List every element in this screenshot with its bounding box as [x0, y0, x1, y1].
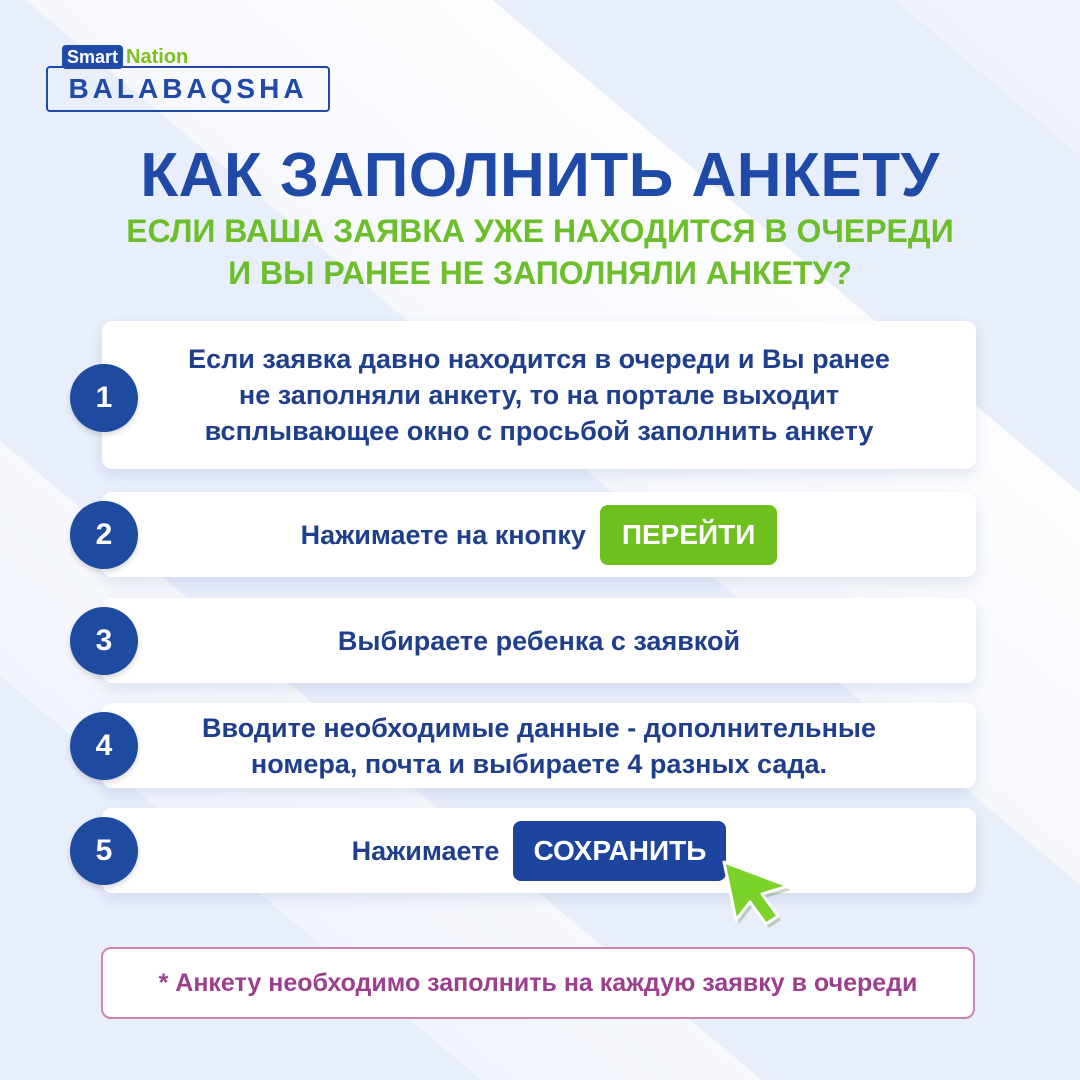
step-card-1	[102, 321, 976, 469]
step-3-text: Выбираете ребенка с заявкой	[337, 625, 741, 656]
step-card-5	[102, 808, 976, 893]
step-number-5: 5	[70, 817, 138, 885]
step-card-4	[102, 703, 976, 788]
step-number-4: 4	[70, 712, 138, 780]
step-1-text	[188, 341, 890, 449]
page-subtitle	[0, 210, 1080, 294]
subtitle-line: И ВЫ РАНЕЕ НЕ ЗАПОЛНЯЛИ АНКЕТУ?	[228, 255, 852, 291]
logo-smart: Smart	[62, 45, 123, 69]
logo-box	[46, 66, 330, 112]
step-line: Если заявка давно находится в очереди и Вы ранее	[188, 344, 890, 374]
logo	[46, 44, 336, 116]
step-line: номера, почта и выбираете 4 разных сада.	[250, 748, 828, 779]
step-card-3	[102, 598, 976, 683]
page-title: КАК ЗАПОЛНИТЬ АНКЕТУ	[140, 141, 940, 210]
step-4-text	[202, 710, 876, 782]
step-5-text: Нажимаете	[351, 835, 500, 866]
step-card-2	[102, 492, 976, 577]
step-number-3: 3	[70, 607, 138, 675]
cursor-arrow-icon	[718, 852, 798, 932]
step-line: Вводите необходимые данные - дополнительные	[202, 712, 876, 743]
subtitle-line: ЕСЛИ ВАША ЗАЯВКА УЖЕ НАХОДИТСЯ В ОЧЕРЕДИ	[126, 213, 954, 249]
note-text: * Анкету необходимо заполнить на каждую заявку в очереди	[158, 968, 918, 997]
note-box	[101, 947, 975, 1019]
save-button[interactable]: СОХРАНИТЬ	[513, 821, 726, 881]
step-number-1: 1	[70, 364, 138, 432]
step-number-2: 2	[70, 501, 138, 569]
step-2-text: Нажимаете на кнопку	[300, 519, 586, 550]
step-line: не заполняли анкету, то на портале выходит	[238, 380, 840, 410]
logo-brand: BALABAQSHA	[68, 73, 308, 104]
go-button[interactable]: ПЕРЕЙТИ	[600, 505, 778, 565]
logo-nation: Nation	[126, 45, 189, 68]
step-line: всплывающее окно с просьбой заполнить анкету	[204, 416, 874, 446]
